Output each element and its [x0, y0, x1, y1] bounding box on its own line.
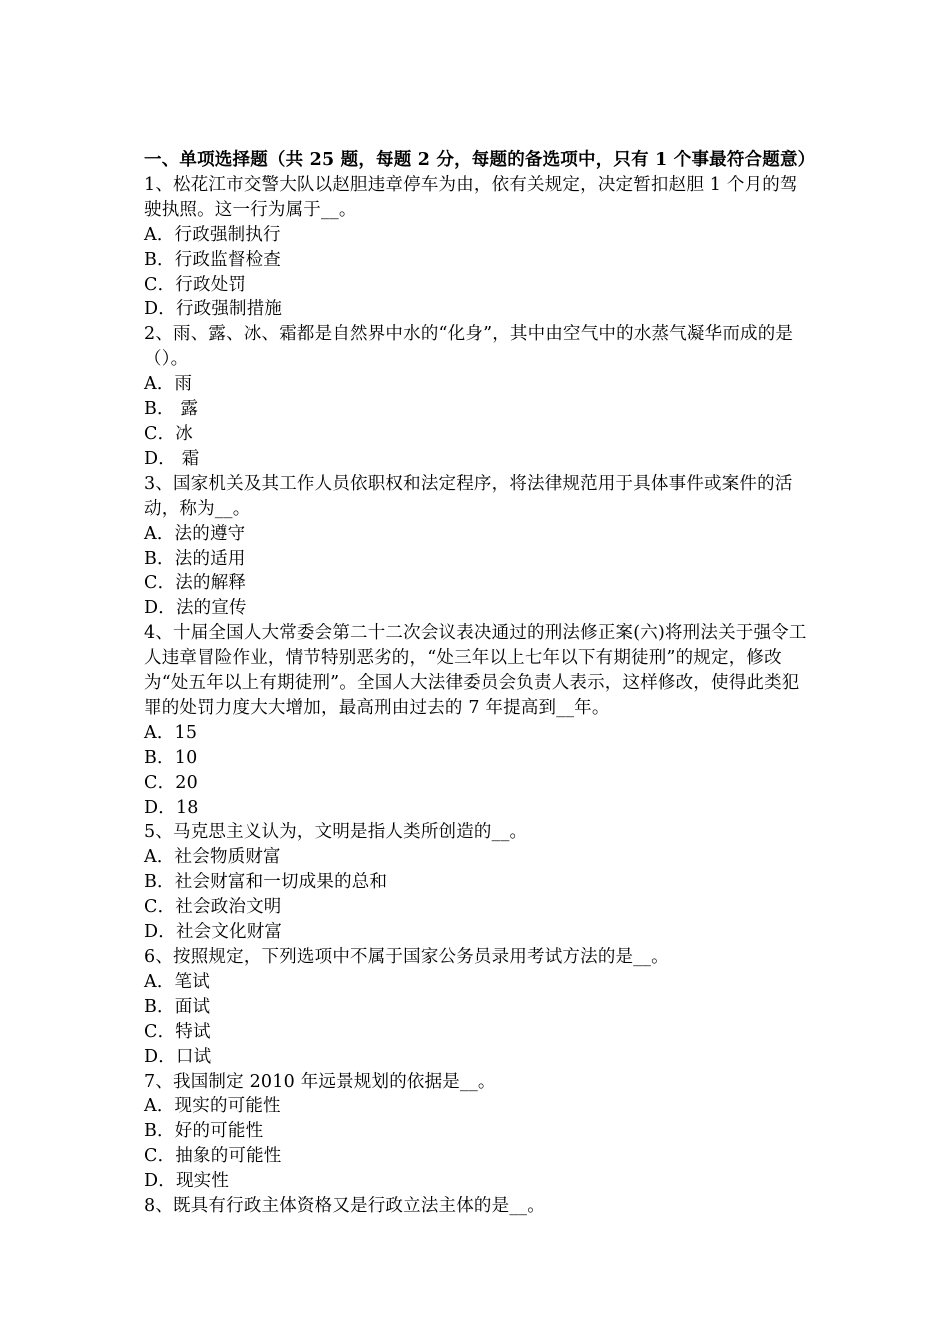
- answer-option: [144, 970, 809, 995]
- option-label: A．: [144, 847, 175, 868]
- question-list: [144, 173, 809, 1219]
- answer-option: [144, 522, 809, 547]
- option-text: 面试: [174, 996, 211, 1017]
- option-text: 20: [175, 772, 198, 793]
- option-text: 10: [174, 747, 198, 768]
- option-text: 法的适用: [174, 548, 246, 569]
- option-text: 法的解释: [175, 573, 247, 594]
- option-text: 社会文化财富: [175, 922, 283, 943]
- answer-option: [144, 397, 809, 422]
- answer-option: [144, 571, 809, 596]
- answer-option: [144, 1169, 809, 1194]
- answer-option: [144, 845, 809, 870]
- question-item: [144, 472, 809, 621]
- option-text: 抽象的可能性: [175, 1146, 282, 1167]
- option-label: B．: [144, 1121, 175, 1142]
- document-body: [144, 148, 816, 1219]
- option-label: C．: [144, 573, 176, 594]
- option-text: 社会物质财富: [174, 847, 281, 868]
- question-item: [144, 322, 809, 471]
- option-text: 露: [174, 399, 199, 420]
- answer-option: [144, 1045, 809, 1070]
- option-label: B．: [144, 548, 175, 569]
- question-stem: 4、十届全国人大常委会第二十二次会议表决通过的刑法修正案(六)将刑法关于强令工人违章冒险作业，情节特别恶劣的，“处三年以上七年以下有期徒刑”的规定，修改为“处五年以上有期徒刑”。全国人大法律委员会负责人表示，这样修改，使得此类犯罪的处罚力度大大增加，最高刑由过去的 7 年提高到__年。: [144, 623, 807, 718]
- option-label: C．: [144, 1146, 176, 1167]
- question-item: [144, 820, 809, 945]
- option-label: A．: [144, 523, 175, 544]
- option-text: 行政强制措施: [175, 299, 283, 320]
- answer-option: [144, 447, 809, 472]
- option-text: 行政强制执行: [174, 224, 281, 245]
- answer-option: [144, 223, 809, 248]
- option-text: 霜: [175, 448, 200, 469]
- option-label: D．: [144, 922, 176, 943]
- question-stem: 3、国家机关及其工作人员依职权和法定程序，将法律规范用于具体事件或案件的活动，称为__。: [144, 473, 793, 519]
- question-item: [144, 173, 809, 322]
- answer-option: [144, 771, 809, 796]
- question-stem: 6、按照规定，下列选项中不属于国家公务员录用考试方法的是__。: [144, 947, 669, 967]
- option-text: 行政监督检查: [174, 249, 281, 270]
- option-label: C．: [144, 772, 176, 793]
- answer-option: [144, 273, 809, 298]
- answer-option: [144, 1020, 809, 1045]
- answer-option: [144, 297, 809, 322]
- answer-option: [144, 1144, 809, 1169]
- option-text: 雨: [174, 374, 193, 395]
- option-label: D．: [144, 797, 176, 818]
- question-stem: 8、既具有行政主体资格又是行政立法主体的是__。: [144, 1196, 545, 1217]
- question-stem: 7、我国制定 2010 年远景规划的依据是__。: [144, 1071, 496, 1092]
- option-text: 好的可能性: [174, 1121, 264, 1142]
- answer-option: [144, 547, 809, 572]
- answer-option: [144, 995, 809, 1020]
- option-label: D．: [144, 1046, 176, 1067]
- option-text: 特试: [175, 1021, 211, 1042]
- answer-option: [144, 746, 809, 771]
- option-label: D．: [144, 598, 176, 619]
- option-label: D．: [144, 448, 176, 469]
- option-label: C．: [144, 274, 176, 295]
- answer-option: [144, 596, 809, 621]
- question-item: [144, 621, 809, 820]
- answer-option: [144, 895, 809, 920]
- option-text: 法的遵守: [174, 523, 246, 544]
- option-text: 15: [174, 722, 198, 743]
- option-label: B．: [144, 399, 175, 420]
- answer-option: [144, 422, 809, 447]
- option-label: C．: [144, 423, 176, 444]
- option-label: A．: [144, 722, 175, 743]
- question-item: [144, 1194, 809, 1219]
- question-item: [144, 1070, 809, 1195]
- option-text: 现实的可能性: [174, 1096, 281, 1117]
- answer-option: [144, 920, 809, 945]
- option-text: 冰: [175, 423, 193, 444]
- option-text: 笔试: [174, 971, 210, 992]
- option-label: B．: [144, 996, 175, 1017]
- option-label: B．: [144, 872, 175, 893]
- option-label: A．: [144, 971, 175, 992]
- answer-option: [144, 248, 809, 273]
- option-text: 现实性: [175, 1171, 230, 1192]
- option-label: A．: [144, 224, 175, 245]
- question-stem: 1、松花江市交警大队以赵胆违章停车为由，依有关规定，决定暂扣赵胆 1 个月的驾驶执照。这一行为属于__。: [144, 174, 798, 220]
- option-label: C．: [144, 1021, 176, 1042]
- option-label: B．: [144, 249, 175, 270]
- answer-option: [144, 870, 809, 895]
- option-label: C．: [144, 897, 176, 918]
- option-label: D．: [144, 299, 176, 320]
- answer-option: [144, 1094, 809, 1119]
- question-stem: 2、雨、露、冰、霜都是自然界中水的“化身”，其中由空气中的水蒸气凝华而成的是（）。: [144, 324, 794, 370]
- answer-option: [144, 1119, 809, 1144]
- option-text: 社会政治文明: [175, 897, 282, 918]
- question-item: [144, 945, 809, 1070]
- option-label: B．: [144, 747, 175, 768]
- option-label: D．: [144, 1171, 176, 1192]
- answer-option: [144, 372, 809, 397]
- option-text: 社会财富和一切成果的总和: [174, 872, 388, 893]
- answer-option: [144, 721, 809, 746]
- option-text: 口试: [175, 1046, 212, 1067]
- option-text: 行政处罚: [175, 274, 247, 295]
- option-text: 法的宣传: [175, 598, 247, 619]
- option-label: A．: [144, 374, 175, 395]
- section-title: 一、单项选择题（共 25 题，每题 2 分，每题的备选项中，只有 1 个事最符合题意）: [144, 150, 816, 170]
- question-stem: 5、马克思主义认为，文明是指人类所创造的__。: [144, 822, 528, 843]
- answer-option: [144, 796, 809, 821]
- option-text: 18: [175, 797, 199, 818]
- option-label: A．: [144, 1096, 175, 1117]
